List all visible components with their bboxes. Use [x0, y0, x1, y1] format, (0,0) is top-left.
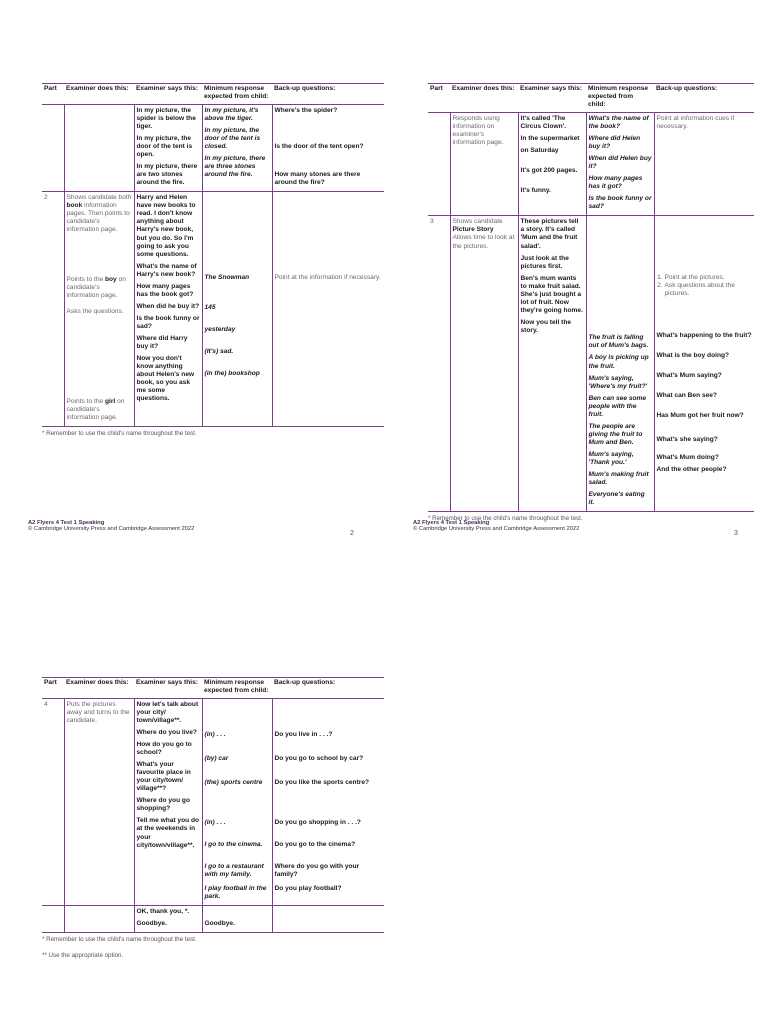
- part-number: 2: [42, 192, 64, 427]
- min-response: I play football in the park.: [204, 885, 267, 901]
- header-part: Part: [428, 84, 450, 113]
- says-text: Ben's mum wants to make fruit salad. She's just bought a lot of fruit. Now they're going home.: [520, 274, 583, 314]
- min-response: The Snowman: [204, 274, 250, 282]
- header-min-response: Minimum response expected from child:: [202, 84, 272, 105]
- says-text: What's your favourite place in your city/town/ village**?: [136, 761, 191, 793]
- min-response: The people are giving the fruit to Mum and Ben.: [588, 422, 643, 446]
- note: * Remember to use the child's name throughout the test.: [428, 514, 583, 522]
- does-text: Points to the girl on candidate's information page.: [66, 398, 125, 422]
- says-text: Harry and Helen have new books to read. I don't know anything about Harry's new book, but you do. So I'm going to ask you some questions.: [136, 194, 196, 258]
- page-number: 2: [350, 530, 354, 537]
- backup-question: Do you live in . . .?: [274, 731, 333, 739]
- does-text: Puts the pictures away and turns to the candidate.: [64, 699, 134, 906]
- says-text: Now let's talk about your city/ town/village**.: [136, 701, 199, 725]
- backup-question: Where's the spider?: [274, 107, 338, 115]
- page-4-table: [42, 677, 384, 933]
- min-response: (the) sports centre: [204, 779, 263, 787]
- min-response: [205, 908, 270, 916]
- min-response: (It's) sad.: [204, 348, 234, 356]
- header-examiner-says: Examiner says this:: [134, 678, 202, 699]
- backup-question: Is the door of the tent open?: [274, 143, 364, 151]
- part-number: 4: [44, 701, 48, 709]
- footer-title: A2 Flyers 4 Test 1 Speaking: [413, 520, 490, 526]
- backup-question: Do you go to school by car?: [274, 755, 364, 763]
- says-text: Tell me what you do at the weekends in your city/town/village**.: [136, 817, 200, 849]
- page-2: [42, 83, 384, 438]
- min-response: Mum's saying, 'Thank you.': [588, 450, 634, 466]
- header-min-response: Minimum response expected from child:: [202, 678, 272, 699]
- says-text: In the supermarket: [520, 135, 580, 143]
- backup-question: Do you play football?: [274, 885, 342, 893]
- backup-question: Point at information cues if necessary.: [654, 113, 754, 216]
- min-response: (in) . . .: [204, 731, 226, 739]
- header-backup: Back-up questions:: [654, 84, 754, 113]
- min-response: (in) . . .: [204, 819, 226, 827]
- min-response: Goodbye.: [204, 920, 235, 928]
- min-response: (by) car: [204, 755, 229, 763]
- does-text: Responds using information on examiner's information page.: [450, 113, 518, 216]
- says-text: In my picture, the door of the tent is open.: [136, 135, 193, 159]
- page-4: [42, 677, 384, 959]
- cue-item: 1. Point at the pictures.: [665, 274, 753, 282]
- says-text: These pictures tell a story. It's called 'Mum and the fruit salad'.: [520, 218, 579, 250]
- header-examiner-does: Examiner does this:: [450, 84, 518, 113]
- does-text: Shows candidate both book information pages. Then points to candidate's information page.: [66, 194, 132, 234]
- backup-question: And the other people?: [656, 466, 727, 474]
- min-response: Where did Helen buy it?: [588, 135, 641, 151]
- header-row: [42, 678, 384, 699]
- note: ** Use the appropriate option.: [42, 951, 124, 959]
- table-row: [428, 113, 754, 216]
- footer-copyright: © Cambridge University Press and Cambridge Assessment 2022: [28, 526, 195, 532]
- table-row: [42, 192, 384, 427]
- says-text: In my picture, there are two stones around the fire.: [136, 163, 198, 187]
- min-response: In my picture, the door of the tent is closed.: [204, 127, 261, 151]
- min-response: Everyone's eating it.: [588, 490, 645, 506]
- backup-question: Do you go to the cinema?: [274, 841, 356, 849]
- header-backup: Back-up questions:: [272, 678, 384, 699]
- min-response: Mum's making fruit salad.: [588, 470, 649, 486]
- does-text: Points to the boy on candidate's information page.: [66, 276, 126, 300]
- says-text: It's funny.: [520, 187, 551, 195]
- table-row: [428, 216, 754, 512]
- says-text: What's the name of Harry's new book?: [136, 262, 197, 278]
- note: * Remember to use the child's name throughout the test.: [42, 936, 197, 944]
- says-text: In my picture, the spider is below the tiger.: [136, 107, 196, 131]
- says-text: on Saturday: [520, 147, 559, 155]
- says-text: It's got 200 pages.: [520, 167, 578, 175]
- page-number: 3: [734, 530, 738, 537]
- min-response: What's the name of the book?: [588, 115, 649, 131]
- min-response: Is the book funny or sad?: [588, 195, 652, 211]
- says-text: Where do you go shopping?: [136, 797, 190, 813]
- min-response: (in the) bookshop: [204, 370, 260, 378]
- min-response: Mum's saying, 'Where's my fruit?': [588, 374, 648, 390]
- says-text: Where do you live?: [136, 729, 197, 737]
- does-text: Allows time to look at the pictures.: [452, 234, 515, 250]
- header-backup: Back-up questions:: [272, 84, 384, 105]
- cue-list: [657, 274, 753, 332]
- min-response: In my picture, it's above the tiger.: [204, 107, 259, 123]
- header-part: Part: [42, 678, 64, 699]
- says-text: Is the book funny or sad?: [136, 314, 200, 330]
- backup-question: Do you like the sports centre?: [274, 779, 370, 787]
- min-response: 145: [204, 304, 216, 312]
- header-examiner-says: Examiner says this:: [518, 84, 586, 113]
- backup-question: What's Mum saying?: [656, 372, 722, 380]
- table-row: [42, 699, 384, 906]
- says-text: Just look at the pictures first.: [520, 254, 569, 270]
- part-number: 3: [428, 216, 450, 512]
- header-part: Part: [42, 84, 64, 105]
- backup-question: What's she saying?: [656, 436, 718, 444]
- says-text: Now you tell the story.: [520, 318, 572, 334]
- min-response: A boy is picking up the fruit.: [588, 354, 649, 370]
- backup-question: Do you go shopping in . . .?: [274, 819, 361, 827]
- does-text: Shows candidate: [452, 218, 503, 226]
- backup-question: What's Mum doing?: [656, 454, 719, 462]
- backup-question: What's happening to the fruit?: [656, 332, 752, 340]
- min-response: In my picture, there are three stones around the fire.: [204, 155, 266, 179]
- header-row: [428, 84, 754, 113]
- min-response: The fruit is falling out of Mum's bags.: [588, 334, 649, 350]
- min-response: yesterday: [204, 326, 236, 334]
- table-row: [42, 906, 384, 933]
- says-text: It's called 'The Circus Clown'.: [520, 115, 567, 131]
- backup-question: Where do you go with your family?: [274, 863, 360, 879]
- note: * Remember to use the child's name throughout the test.: [42, 430, 197, 438]
- does-text: Picture Story: [452, 226, 494, 234]
- table-row: [42, 105, 384, 192]
- header-row: [42, 84, 384, 105]
- cue-item: 2. Ask questions about the pictures.: [665, 282, 753, 298]
- says-text: Where did Harry buy it?: [136, 334, 188, 350]
- min-response: Ben can see some people with the fruit.: [588, 394, 647, 418]
- says-text: How do you go to school?: [136, 741, 192, 757]
- says-text: How many pages has the book got?: [136, 282, 194, 298]
- min-response: I go to the cinema.: [204, 841, 263, 849]
- footer-copyright: © Cambridge University Press and Cambridge Assessment 2022: [413, 526, 580, 532]
- min-response: I go to a restaurant with my family.: [204, 863, 264, 879]
- header-min-response: Minimum response expected from child:: [586, 84, 654, 113]
- header-examiner-does: Examiner does this:: [64, 84, 134, 105]
- says-text: Now you don't know anything about Helen's new book, so you ask me some questions.: [136, 354, 195, 403]
- page-3: [428, 83, 754, 523]
- footer-page-3: [413, 520, 579, 532]
- backup-question: What is the boy doing?: [656, 352, 730, 360]
- says-text: Goodbye.: [136, 920, 167, 928]
- page-3-table: [428, 83, 754, 512]
- footer-page-2: [28, 520, 194, 532]
- backup-question: Point at the information if necessary.: [274, 274, 381, 282]
- backup-question: How many stones are there around the fire?: [274, 171, 361, 187]
- says-text: OK, thank you, *.: [136, 908, 190, 916]
- says-text: When did he buy it?: [136, 302, 200, 310]
- footer-title: A2 Flyers 4 Test 1 Speaking: [28, 520, 105, 526]
- backup-question: What can Ben see?: [656, 392, 717, 400]
- min-response: When did Helen buy it?: [588, 155, 652, 171]
- backup-question: Has Mum got her fruit now?: [656, 412, 744, 420]
- page-2-table: [42, 83, 384, 427]
- min-response: How many pages has it got?: [588, 175, 643, 191]
- does-text: Asks the questions.: [66, 308, 124, 316]
- header-examiner-says: Examiner says this:: [134, 84, 202, 105]
- header-examiner-does: Examiner does this:: [64, 678, 134, 699]
